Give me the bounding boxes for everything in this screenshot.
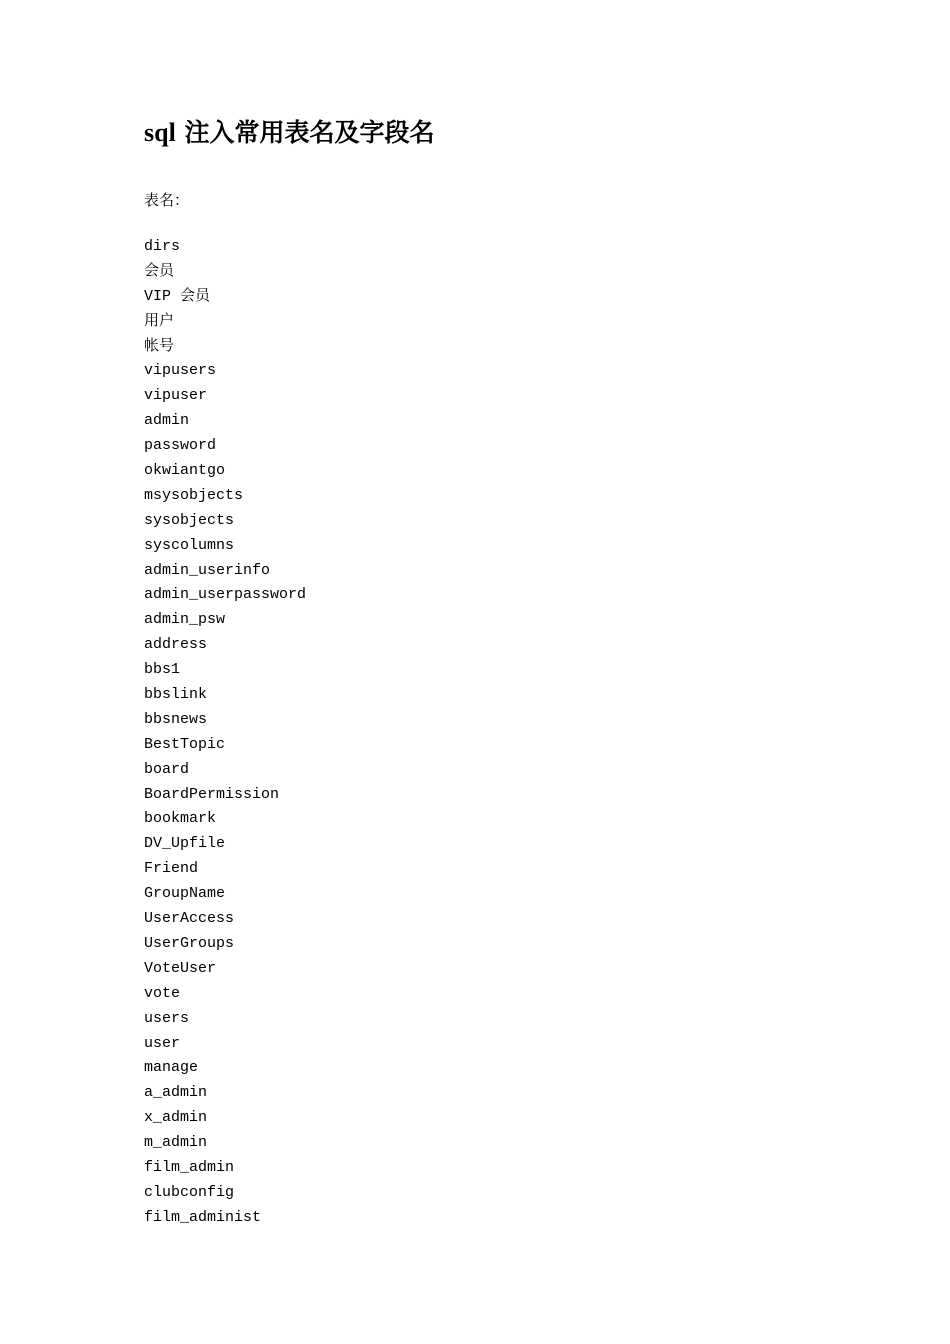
table-name-item: m_admin <box>144 1134 208 1152</box>
table-name-item: syscolumns <box>144 536 235 554</box>
table-name-item: admin_userinfo <box>144 561 271 579</box>
table-name-item: UserAccess <box>144 910 235 928</box>
table-name-item: 会员 <box>144 262 175 280</box>
table-name-item: clubconfig <box>144 1183 235 1201</box>
table-name-item: film_administ <box>144 1208 262 1226</box>
table-name-item: bbsnews <box>144 710 208 728</box>
table-name-item: 用户 <box>144 312 175 330</box>
table-name-item: vipuser <box>144 387 208 405</box>
table-name-item: 帐号 <box>144 337 175 355</box>
table-name-item: VIP 会员 <box>144 287 211 305</box>
table-name-item: board <box>144 760 190 778</box>
table-name-item: admin <box>144 412 190 430</box>
table-name-item: BoardPermission <box>144 785 280 803</box>
table-name-item: film_admin <box>144 1158 235 1176</box>
table-name-item: DV_Upfile <box>144 835 226 853</box>
table-name-item: manage <box>144 1059 199 1077</box>
table-name-item: Friend <box>144 860 199 878</box>
section-label-table-names: 表名： <box>144 191 190 209</box>
table-name-item: sysobjects <box>144 511 235 529</box>
table-name-item: bookmark <box>144 810 217 828</box>
table-name-item: VoteUser <box>144 959 217 977</box>
table-name-item: dirs <box>144 238 181 255</box>
table-name-item: bbs1 <box>144 661 181 679</box>
table-name-item: UserGroups <box>144 934 235 952</box>
table-name-item: vote <box>144 984 181 1002</box>
table-name-item: admin_userpassword <box>144 586 307 604</box>
table-name-item: user <box>144 1034 181 1052</box>
table-name-item: password <box>144 437 217 455</box>
title-latin: sql <box>144 118 176 147</box>
table-name-item: msysobjects <box>144 486 244 504</box>
table-name-item: BestTopic <box>144 735 226 753</box>
table-name-item: x_admin <box>144 1109 208 1127</box>
table-name-item: vipusers <box>144 362 217 380</box>
table-name-item: a_admin <box>144 1084 208 1102</box>
table-name-item: address <box>144 636 208 654</box>
title-cjk: 注入常用表名及字段名 <box>184 118 435 147</box>
table-name-item: GroupName <box>144 885 226 903</box>
document-title <box>144 113 435 153</box>
table-name-list <box>144 235 306 1231</box>
table-name-item: users <box>144 1009 190 1027</box>
table-name-item: bbslink <box>144 686 208 704</box>
table-name-item: admin_psw <box>144 611 226 629</box>
table-name-item: okwiantgo <box>144 462 226 480</box>
